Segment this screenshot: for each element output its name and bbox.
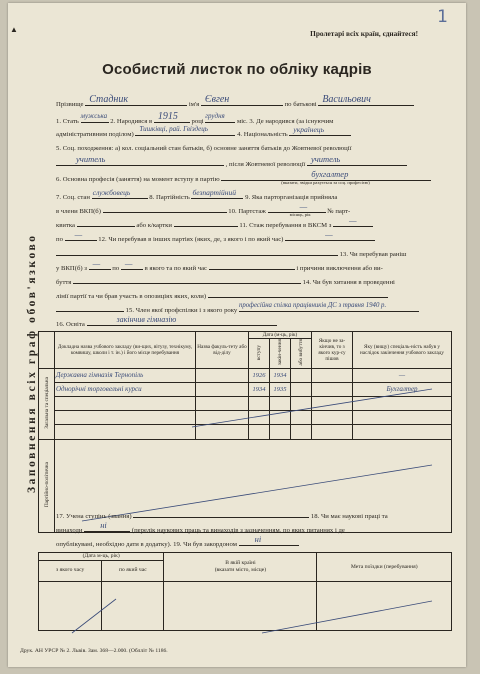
value-union: професійна спілка працівників ДС з травня 1940 р. [238, 302, 387, 309]
field-other-parties[interactable] [285, 230, 375, 241]
value-origin-after: учитель [310, 154, 341, 164]
line-profession [56, 170, 431, 183]
value-birthplace: Тишківці, рай. Гвіздець [139, 125, 208, 133]
field-card[interactable] [77, 216, 135, 227]
label-works: 18. Чи має наукові праці та [310, 513, 388, 520]
travel-header-dates: (Дата м-ць, рік) [39, 553, 164, 561]
table-row [39, 368, 452, 382]
edu-cell-name[interactable]: Державна гімназія Тернопіль [55, 368, 196, 382]
page-number-handwritten: 1 [437, 7, 448, 27]
label-sex: 1. Стать [56, 118, 79, 125]
value-birth-year: 1915 [157, 111, 178, 122]
value-inventions: ні [100, 520, 107, 530]
edu-header-spec: Яку (вищу) спеціаль-ність набув у наслідок закінчення учбового закладу [353, 332, 452, 369]
edu-cell-spec[interactable]: — [353, 368, 452, 382]
edu-header-name: Докладна назва учбового закладу (ви-щих, вітузу, технікуму, комвишу, школи і т. ін.) і його місце перебування [55, 332, 196, 369]
value-sex: мужська [80, 112, 108, 120]
value-patronymic: Васильович [322, 94, 371, 105]
value-other-parties: — [325, 229, 333, 239]
line-social [56, 188, 337, 201]
field-degree[interactable] [133, 507, 309, 518]
value-education: закінчив гімназію [116, 315, 177, 324]
edu-header-entry: вступу [249, 339, 270, 369]
edu-header-course: Якщо не за-кінчив, то з якого кур-су пішов [312, 332, 353, 369]
field-first-name[interactable] [201, 95, 283, 106]
edu-cell-name[interactable]: Однорічні торговельні курси [55, 382, 196, 396]
field-party[interactable] [191, 188, 243, 199]
field-birth-year[interactable] [154, 112, 190, 123]
edu-cell-finish[interactable]: 1935 [270, 382, 291, 396]
value-surname: Стадник [89, 94, 129, 105]
field-profession[interactable] [221, 169, 431, 185]
corner-mark: ▲ [10, 25, 18, 34]
label-surname: Прізвище [56, 101, 84, 108]
field-sex[interactable] [81, 112, 109, 123]
label-union: 15. Член якої профспілки і з якого року [125, 307, 238, 314]
label-year: році [191, 118, 204, 125]
edu-group-party: Партійно-політична [39, 439, 55, 532]
field-which-time[interactable] [209, 259, 295, 270]
edu-cell-spec[interactable]: Бухгалтер [353, 382, 452, 396]
edu-header-faculty: Назва факуль-тету або від-ділу [196, 332, 249, 369]
line-card [56, 216, 373, 229]
value-first-name: Євген [204, 94, 230, 105]
value-birth-month: грудня [205, 112, 225, 120]
label-card: квитка [56, 222, 76, 229]
value-vkp-from: — [92, 258, 101, 268]
print-footer: Друк. АН УРСР № 2. Львів. Зам. 368—2.000. (Облліт № 1186. [20, 648, 168, 654]
label-party-card-no: № парт- [327, 208, 351, 215]
motto: Пролетарі всіх країн, єднайтеся! [310, 29, 418, 38]
label-party-org: 9. Яка парторганізація прийняла [245, 194, 338, 201]
label-komsomol: 11. Стаж перебування в ВКСМ з [239, 222, 332, 229]
edu-header-dates: Дата (м-ць, рік) [249, 332, 312, 339]
label-degree: 17. Учена ступінь (звання) [56, 513, 132, 520]
line-other-parties [56, 230, 375, 243]
line-origin-2 [56, 155, 407, 168]
label-expulsion: і причини виключення або ви- [296, 265, 383, 272]
form-body [43, 87, 456, 647]
label-earlier-vkp: 13. Чи перебував раніш [339, 251, 407, 258]
field-inventions[interactable] [84, 521, 130, 532]
field-komsomol-from[interactable] [333, 216, 373, 227]
travel-header-to: по який час [102, 560, 164, 581]
travel-header-from: з якого часу [39, 560, 102, 581]
field-union[interactable] [239, 301, 419, 312]
value-party-stage: — [299, 201, 308, 211]
value-party: безпартійний [192, 188, 236, 197]
note-profession: (вказати, звідки рахується за соц. професією) [281, 180, 370, 185]
field-dropout[interactable] [73, 273, 301, 284]
field-abroad[interactable] [239, 535, 299, 546]
label-or-card: або к/картки [136, 222, 172, 229]
edu-cell-entry[interactable]: 1934 [249, 382, 270, 396]
field-party-stage[interactable] [268, 201, 326, 217]
label-born: 2. Народився в [110, 118, 153, 125]
line-dropout [56, 273, 395, 286]
travel-crossout [52, 587, 452, 637]
value-nationality: українець [293, 125, 325, 134]
label-education: 16. Освіта [56, 321, 85, 328]
field-birth-month[interactable] [205, 112, 235, 123]
value-social-state: службовець [92, 188, 131, 197]
label-dropout: буття [56, 279, 72, 286]
value-vkp-to: — [124, 258, 133, 268]
label-patronymic: по батькові [284, 101, 317, 108]
label-party-stage: 10. Партстаж [228, 208, 266, 215]
side-vertical-text: Заповнення всіх граф обов'язково [26, 233, 38, 493]
note-month-year: місяць, рік [289, 212, 311, 217]
line-opposition [56, 287, 388, 300]
edu-corner [39, 332, 55, 369]
edu-header-not-finish: або вибуття [291, 339, 312, 369]
value-abroad: ні [254, 534, 262, 544]
field-patronymic[interactable] [318, 95, 414, 106]
personnel-form-sheet [8, 3, 466, 667]
label-members-vkp: в члени ВКП(б) [56, 208, 101, 215]
field-social-state[interactable] [92, 188, 148, 199]
label-publication-note: опублікувані, необхідно дати в додатку). [56, 541, 172, 548]
label-profession: 6. Основна професія (заняття) на момент вступу в партію [56, 176, 220, 183]
label-opposition: лінії партії та чи брав участь в опозиціях яких, коли) [56, 293, 207, 300]
field-origin[interactable] [56, 155, 224, 166]
label-birthplace: 3. Де народився (за існуючим [249, 118, 334, 125]
line-name [56, 95, 414, 108]
form-title: Особистий листок по обліку кадрів [102, 61, 372, 78]
label-which-time: в якого та по який час [144, 265, 208, 272]
edu-cell-entry[interactable]: 1926 [249, 368, 270, 382]
field-party-org[interactable] [103, 202, 227, 213]
field-origin-after[interactable] [307, 155, 407, 166]
field-k-card[interactable] [174, 216, 238, 227]
edu-cell-not-finish[interactable] [291, 368, 312, 382]
label-inventions-note: (перелік наукових праць та винаходів з зазначенням, по яких питаннях і де [131, 527, 345, 534]
line-degree [56, 507, 388, 520]
field-vkp-from[interactable] [89, 259, 111, 270]
line-union [56, 301, 419, 314]
travel-header-country: В якій країні (вказати місто, місце) [164, 553, 317, 582]
edu-group-general: Загальна та спеціальна [39, 368, 55, 439]
label-vkp-from: у ВКП(б) з [56, 265, 87, 272]
label-po: по [56, 236, 63, 243]
label-origin: 5. Соц. походження: а) кол. соціальний стан батьків, б) основне заняття батьків до Жовтневої революції [56, 145, 352, 152]
field-komsomol-to[interactable] [65, 230, 97, 241]
edu-header-finish: закін-чення [270, 339, 291, 369]
travel-header-purpose: Мета поїздки (перебування) [317, 553, 452, 582]
line-earlier [56, 245, 406, 258]
label-month: міс. [236, 118, 248, 125]
label-social-state: 7. Соц. стан [56, 194, 90, 201]
edu-cell-faculty[interactable] [196, 368, 249, 382]
field-surname[interactable] [85, 95, 187, 106]
value-komsomol-from: — [349, 215, 357, 225]
label-admin-division: адміністративним поділом) [56, 131, 134, 138]
label-inventions: винаходи [56, 527, 83, 534]
line-education [56, 315, 277, 328]
line-sex-birth [56, 112, 333, 125]
label-hesitation: 14. Чи був хитання в проведенні [302, 279, 395, 286]
label-vkp-po: по [112, 265, 120, 272]
line-abroad [56, 535, 299, 548]
field-opposition[interactable] [208, 287, 388, 298]
field-nationality[interactable] [289, 125, 351, 136]
value-komsomol-to: — [74, 229, 83, 239]
label-first-name: ім'я [188, 101, 200, 108]
label-origin-after: , після Жовтневої революції [225, 161, 306, 168]
value-profession: бухгалтер [311, 169, 349, 179]
field-education[interactable] [87, 315, 277, 326]
line-vkp-period [56, 259, 383, 272]
value-origin: учитель [76, 154, 106, 164]
label-party: 8. Партійність [149, 194, 190, 201]
field-other-parties-2[interactable] [56, 245, 338, 256]
line-inventions [56, 521, 345, 534]
field-birthplace[interactable] [135, 125, 235, 136]
label-other-parties: 12. Чи перебував в інших партіях (яких, де, з якого і по який час) [98, 236, 284, 243]
line-party-org [56, 202, 350, 215]
line-birthplace [56, 125, 351, 138]
label-nationality: 4. Національність [237, 131, 288, 138]
edu-cell-course[interactable] [312, 368, 353, 382]
field-union-pre[interactable] [56, 301, 124, 312]
field-vkp-to[interactable] [121, 259, 143, 270]
edu-cell-finish[interactable]: 1934 [270, 368, 291, 382]
label-abroad: 19. Чи був закордоном [173, 541, 237, 548]
